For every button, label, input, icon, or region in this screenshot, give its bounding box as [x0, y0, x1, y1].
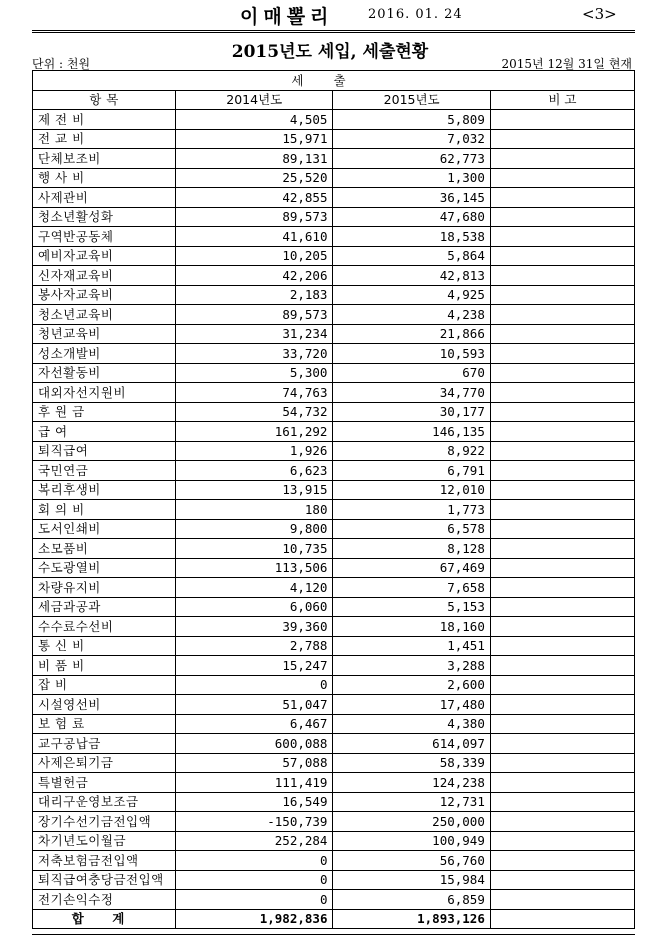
row-value-2015: 12,010: [333, 480, 490, 500]
table-row: [33, 558, 635, 578]
table-row: [33, 753, 635, 773]
as-of-date: 2015년 12월 31일 현재: [501, 57, 632, 71]
row-remarks: [490, 227, 634, 247]
row-item-name: 사제관비: [33, 188, 176, 208]
row-value-2015: 1,300: [333, 168, 490, 188]
row-value-2015: 56,760: [333, 851, 490, 871]
table-row: [33, 402, 635, 422]
row-item-name: 통 신 비: [33, 636, 176, 656]
row-value-2014: 13,915: [176, 480, 333, 500]
table-row: [33, 168, 635, 188]
total-row: [33, 909, 635, 929]
row-item-name: 제 전 비: [33, 110, 176, 130]
row-remarks: [490, 324, 634, 344]
table-row: [33, 129, 635, 149]
row-value-2014: 0: [176, 675, 333, 695]
table-row: [33, 480, 635, 500]
row-value-2015: 614,097: [333, 734, 490, 754]
table-row: [33, 441, 635, 461]
row-remarks: [490, 734, 634, 754]
row-item-name: 잡 비: [33, 675, 176, 695]
unit-label: 단위 : 천원: [32, 57, 91, 71]
column-header-remarks: 비 고: [490, 90, 634, 110]
table-row: [33, 266, 635, 286]
row-value-2014: 10,735: [176, 539, 333, 559]
row-value-2014: 111,419: [176, 773, 333, 793]
row-value-2015: 30,177: [333, 402, 490, 422]
row-item-name: 차기년도이월금: [33, 831, 176, 851]
row-item-name: 신자재교육비: [33, 266, 176, 286]
row-value-2015: 6,859: [333, 890, 490, 910]
row-remarks: [490, 714, 634, 734]
section-title: 세출: [33, 71, 635, 91]
table-row: [33, 519, 635, 539]
row-value-2014: 4,120: [176, 578, 333, 598]
row-remarks: [490, 207, 634, 227]
row-value-2014: 6,623: [176, 461, 333, 481]
row-value-2015: 12,731: [333, 792, 490, 812]
row-remarks: [490, 851, 634, 871]
row-value-2014: 161,292: [176, 422, 333, 442]
table-row: [33, 656, 635, 676]
row-remarks: [490, 383, 634, 403]
row-remarks: [490, 168, 634, 188]
row-remarks: [490, 617, 634, 637]
row-remarks: [490, 675, 634, 695]
row-value-2015: 67,469: [333, 558, 490, 578]
row-remarks: [490, 246, 634, 266]
row-remarks: [490, 305, 634, 325]
row-value-2014: 6,060: [176, 597, 333, 617]
table-row: [33, 675, 635, 695]
row-item-name: 전 교 비: [33, 129, 176, 149]
table-row: [33, 539, 635, 559]
row-item-name: 소모품비: [33, 539, 176, 559]
row-value-2015: 1,773: [333, 500, 490, 520]
row-value-2015: 8,128: [333, 539, 490, 559]
total-2014: 1,982,836: [176, 909, 333, 929]
row-remarks: [490, 266, 634, 286]
row-value-2014: 9,800: [176, 519, 333, 539]
row-item-name: 퇴직급여: [33, 441, 176, 461]
row-remarks: [490, 480, 634, 500]
row-value-2014: 15,971: [176, 129, 333, 149]
row-value-2015: 7,032: [333, 129, 490, 149]
table-row: [33, 792, 635, 812]
row-value-2014: 57,088: [176, 753, 333, 773]
row-value-2015: 3,288: [333, 656, 490, 676]
total-2015: 1,893,126: [333, 909, 490, 929]
row-value-2014: 2,183: [176, 285, 333, 305]
row-value-2014: 33,720: [176, 344, 333, 364]
row-value-2015: 6,578: [333, 519, 490, 539]
row-value-2015: 100,949: [333, 831, 490, 851]
row-value-2015: 42,813: [333, 266, 490, 286]
row-remarks: [490, 422, 634, 442]
table-row: [33, 870, 635, 890]
row-remarks: [490, 149, 634, 169]
row-item-name: 차량유지비: [33, 578, 176, 598]
row-item-name: 퇴직급여충당금전입액: [33, 870, 176, 890]
row-remarks: [490, 539, 634, 559]
row-item-name: 비 품 비: [33, 656, 176, 676]
table-row: [33, 890, 635, 910]
row-value-2015: 5,864: [333, 246, 490, 266]
row-item-name: 사제은퇴기금: [33, 753, 176, 773]
row-value-2015: 58,339: [333, 753, 490, 773]
row-item-name: 저축보험금전입액: [33, 851, 176, 871]
row-remarks: [490, 831, 634, 851]
row-value-2014: 74,763: [176, 383, 333, 403]
section-header-row: [33, 71, 635, 91]
row-value-2014: 180: [176, 500, 333, 520]
table-row: [33, 110, 635, 130]
row-value-2014: 89,131: [176, 149, 333, 169]
row-item-name: 대리구운영보조금: [33, 792, 176, 812]
table-row: [33, 578, 635, 598]
total-label: 합 계: [33, 909, 176, 929]
row-value-2014: 113,506: [176, 558, 333, 578]
row-value-2014: 42,206: [176, 266, 333, 286]
table-row: [33, 344, 635, 364]
row-value-2015: 21,866: [333, 324, 490, 344]
row-remarks: [490, 558, 634, 578]
row-value-2015: 36,145: [333, 188, 490, 208]
row-value-2014: 89,573: [176, 207, 333, 227]
row-value-2015: 47,680: [333, 207, 490, 227]
table-row: [33, 597, 635, 617]
row-value-2014: 42,855: [176, 188, 333, 208]
row-item-name: 시설영선비: [33, 695, 176, 715]
row-value-2015: 250,000: [333, 812, 490, 832]
row-remarks: [490, 129, 634, 149]
row-remarks: [490, 773, 634, 793]
row-item-name: 수수료수선비: [33, 617, 176, 637]
row-item-name: 자선활동비: [33, 363, 176, 383]
row-value-2014: 1,926: [176, 441, 333, 461]
row-remarks: [490, 285, 634, 305]
table-row: [33, 305, 635, 325]
row-value-2015: 4,238: [333, 305, 490, 325]
row-remarks: [490, 597, 634, 617]
table-row: [33, 831, 635, 851]
row-remarks: [490, 402, 634, 422]
column-header-item: 항 목: [33, 90, 176, 110]
row-remarks: [490, 363, 634, 383]
column-header-2015: 2015년도: [333, 90, 490, 110]
row-item-name: 청소년활성화: [33, 207, 176, 227]
row-item-name: 교구공납금: [33, 734, 176, 754]
row-item-name: 장기수선기금전입액: [33, 812, 176, 832]
row-value-2015: 6,791: [333, 461, 490, 481]
row-value-2015: 5,809: [333, 110, 490, 130]
row-value-2014: 15,247: [176, 656, 333, 676]
row-remarks: [490, 812, 634, 832]
row-value-2014: 4,505: [176, 110, 333, 130]
table-row: [33, 500, 635, 520]
column-header-2014: 2014년도: [176, 90, 333, 110]
row-value-2014: 41,610: [176, 227, 333, 247]
expenditure-table: [32, 70, 635, 929]
row-value-2015: 62,773: [333, 149, 490, 169]
row-value-2015: 7,658: [333, 578, 490, 598]
header-rule: [32, 30, 635, 31]
row-remarks: [490, 636, 634, 656]
table-row: [33, 227, 635, 247]
row-remarks: [490, 461, 634, 481]
row-value-2014: 39,360: [176, 617, 333, 637]
row-value-2014: 600,088: [176, 734, 333, 754]
row-remarks: [490, 792, 634, 812]
row-remarks: [490, 188, 634, 208]
row-item-name: 국민연금: [33, 461, 176, 481]
table-row: [33, 149, 635, 169]
row-value-2014: 6,467: [176, 714, 333, 734]
row-value-2015: 18,538: [333, 227, 490, 247]
table-row: [33, 188, 635, 208]
table-row: [33, 422, 635, 442]
row-value-2014: 31,234: [176, 324, 333, 344]
row-item-name: 후 원 금: [33, 402, 176, 422]
row-item-name: 행 사 비: [33, 168, 176, 188]
row-remarks: [490, 110, 634, 130]
row-item-name: 대외자선지원비: [33, 383, 176, 403]
row-value-2014: 51,047: [176, 695, 333, 715]
row-remarks: [490, 519, 634, 539]
table-row: [33, 851, 635, 871]
row-value-2015: 5,153: [333, 597, 490, 617]
table-row: [33, 734, 635, 754]
row-value-2015: 2,600: [333, 675, 490, 695]
table-row: [33, 363, 635, 383]
row-value-2015: 10,593: [333, 344, 490, 364]
page-number: <3>: [582, 5, 617, 23]
table-row: [33, 324, 635, 344]
table-row: [33, 636, 635, 656]
row-item-name: 전기손익수정: [33, 890, 176, 910]
footer-rule: [32, 934, 635, 935]
header-rule-double: [32, 32, 635, 33]
row-item-name: 회 의 비: [33, 500, 176, 520]
row-value-2015: 17,480: [333, 695, 490, 715]
row-value-2014: 10,205: [176, 246, 333, 266]
row-value-2015: 8,922: [333, 441, 490, 461]
row-item-name: 구역반공동체: [33, 227, 176, 247]
row-item-name: 청소년교육비: [33, 305, 176, 325]
row-remarks: [490, 753, 634, 773]
table-row: [33, 773, 635, 793]
row-item-name: 봉사자교육비: [33, 285, 176, 305]
row-value-2014: 0: [176, 851, 333, 871]
row-value-2014: 89,573: [176, 305, 333, 325]
publication-name: 이매뽈리: [240, 6, 334, 28]
row-remarks: [490, 500, 634, 520]
row-value-2014: 5,300: [176, 363, 333, 383]
issue-date: 2016. 01. 24: [368, 7, 463, 22]
row-item-name: 성소개발비: [33, 344, 176, 364]
page-title: 2015년도 세입, 세출현황: [231, 42, 429, 62]
row-item-name: 수도광열비: [33, 558, 176, 578]
table-row: [33, 617, 635, 637]
row-value-2015: 146,135: [333, 422, 490, 442]
table-row: [33, 812, 635, 832]
row-item-name: 예비자교육비: [33, 246, 176, 266]
row-value-2015: 4,380: [333, 714, 490, 734]
row-value-2015: 15,984: [333, 870, 490, 890]
table-row: [33, 246, 635, 266]
row-value-2015: 1,451: [333, 636, 490, 656]
table-row: [33, 207, 635, 227]
row-item-name: 청년교육비: [33, 324, 176, 344]
row-remarks: [490, 656, 634, 676]
row-remarks: [490, 695, 634, 715]
row-value-2014: 2,788: [176, 636, 333, 656]
row-item-name: 보 험 료: [33, 714, 176, 734]
row-value-2014: 0: [176, 870, 333, 890]
row-remarks: [490, 890, 634, 910]
row-value-2015: 4,925: [333, 285, 490, 305]
row-value-2014: 25,520: [176, 168, 333, 188]
row-item-name: 복리후생비: [33, 480, 176, 500]
row-item-name: 세금과공과: [33, 597, 176, 617]
row-value-2015: 124,238: [333, 773, 490, 793]
row-value-2015: 18,160: [333, 617, 490, 637]
newsletter-header: [0, 0, 660, 34]
table-row: [33, 461, 635, 481]
row-item-name: 특별헌금: [33, 773, 176, 793]
row-remarks: [490, 870, 634, 890]
row-item-name: 급 여: [33, 422, 176, 442]
row-remarks: [490, 578, 634, 598]
table-row: [33, 285, 635, 305]
total-remarks: [490, 909, 634, 929]
row-value-2014: 252,284: [176, 831, 333, 851]
column-header-row: [33, 90, 635, 110]
row-value-2014: -150,739: [176, 812, 333, 832]
table-row: [33, 383, 635, 403]
row-item-name: 단체보조비: [33, 149, 176, 169]
row-value-2015: 670: [333, 363, 490, 383]
row-value-2014: 54,732: [176, 402, 333, 422]
row-value-2014: 16,549: [176, 792, 333, 812]
row-value-2015: 34,770: [333, 383, 490, 403]
row-remarks: [490, 344, 634, 364]
table-row: [33, 714, 635, 734]
table-row: [33, 695, 635, 715]
row-item-name: 도서인쇄비: [33, 519, 176, 539]
row-remarks: [490, 441, 634, 461]
row-value-2014: 0: [176, 890, 333, 910]
